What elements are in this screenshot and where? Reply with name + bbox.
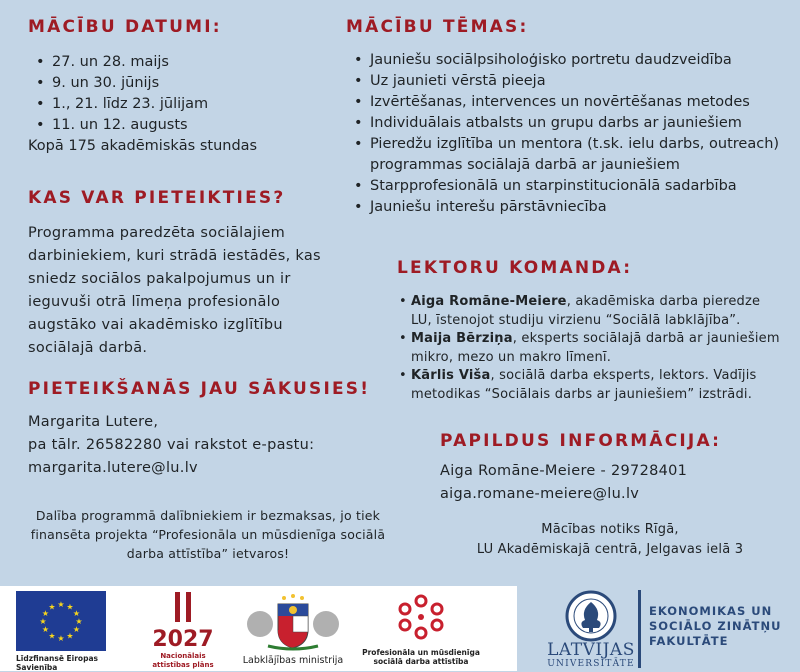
location-line2: LU Akadēmiskajā centrā, Jelgavas ielā 3 (476, 542, 744, 557)
lecturers-list (397, 293, 785, 404)
svg-text:★: ★ (72, 625, 81, 634)
info-phone: Aiga Romāne-Meiere - 29728401 (440, 463, 688, 479)
info-heading: PAPILDUS INFORMĀCIJA: (440, 431, 722, 451)
lu-emblem-icon (559, 590, 623, 642)
svg-text:★: ★ (57, 600, 65, 609)
who-heading: KAS VAR PIETEIKTIES? (28, 188, 286, 208)
project-logo (362, 592, 480, 666)
topic-item: • Jauniešu sociālpsiholoģisko portretu daudzveidība (346, 50, 786, 71)
contact-email[interactable]: margarita.lutere@lu.lv (28, 460, 198, 476)
free-note: Dalība programmā dalībniekiem ir bezmaksas, jo tiek finansēta projekta “Profesionāla un mūsdienīga sociālā darba attīstība” ietvaros! (30, 508, 386, 561)
svg-text:★: ★ (41, 625, 50, 634)
lm-caption: Labklājības ministrija (242, 655, 344, 666)
date-item: • 9. un 30. jūnijs (28, 73, 328, 94)
who-text: Programma paredzēta sociālajiem darbiniekiem, kuri strādā iestādēs, kas sniedz sociālos pakalpojumus un ir ieguvuši otrā līmeņa profesionālo augstāko vai akadēmisko izglītību sociālajā darbā. (28, 225, 321, 356)
dates-list (28, 52, 328, 136)
lecturer-desc: , eksperts sociālajā darbā ar jauniešiem mikro, mezo un makro līmenī. (411, 331, 780, 365)
topic-item: • Starpprofesionālā un starpinstitucionālā sadarbība (346, 176, 786, 197)
nap-year: 2027 (152, 627, 214, 652)
svg-text:★: ★ (66, 602, 74, 612)
contact-name: Margarita Lutere, (28, 414, 159, 430)
partner-logos (0, 586, 517, 671)
location-line1: Mācības notiks Rīgā, (541, 522, 679, 537)
lu-name: LATVIJAS (547, 640, 635, 660)
coat-of-arms-icon (238, 590, 348, 652)
topic-item: • Pieredžu izglītība un mentora (t.sk. ielu darbs, outreach) programmas sociālajā darbā ar jauniešiem (346, 134, 786, 176)
svg-text:★: ★ (57, 634, 65, 643)
lu-sub: UNIVERSITĀTE (547, 659, 635, 669)
apply-heading: PIETEIKŠANĀS JAU SĀKUSIES! (28, 379, 371, 399)
project-circles-icon (362, 592, 480, 640)
date-item: • 11. un 12. augusts (28, 115, 328, 136)
lecturer-desc: , sociālā darba eksperts, lektors. Vadījis metodikas “Sociālais darbs ar jauniešiem” izstrādi. (411, 368, 757, 402)
lu-divider (638, 590, 641, 668)
nap-logo (143, 590, 223, 670)
topic-item: • Izvērtēšanas, intervences un novērtēšanas metodes (346, 92, 786, 113)
apply-contact (28, 411, 358, 480)
info-contact (440, 460, 780, 506)
topics-list (346, 50, 786, 218)
topic-item: • Jauniešu interešu pārstāvniecība (346, 197, 786, 218)
nap-bars-icon (143, 590, 223, 624)
nap-caption: Nacionālais attīstības plāns (152, 652, 214, 669)
dates-heading: MĀCĪBU DATUMI: (28, 17, 222, 37)
project-caption: Profesionāla un mūsdienīga sociālā darba attīstība (362, 648, 480, 666)
svg-text:★: ★ (66, 631, 74, 641)
lecturer-desc: , akadēmiska darba pieredze LU, īstenojot studiju virzienu “Sociālā labklājība”. (411, 294, 761, 328)
lecturer-name: Aiga Romāne-Meiere (411, 294, 567, 309)
svg-text:★: ★ (39, 617, 47, 626)
topics-heading: MĀCĪBU TĒMAS: (346, 17, 529, 37)
lecturer-item (397, 293, 785, 330)
lecturer-name: Maija Bērziņa (411, 331, 513, 346)
date-item: • 1., 21. līdz 23. jūlijam (28, 94, 328, 115)
info-email[interactable]: aiga.romane-meiere@lu.lv (440, 486, 640, 502)
topic-item: • Individuālais atbalsts un grupu darbs ar jauniešiem (346, 113, 786, 134)
lecturer-item (397, 330, 785, 367)
lm-logo (238, 590, 348, 665)
lu-logo (537, 586, 800, 671)
lecturer-item (397, 367, 785, 404)
svg-text:★: ★ (72, 609, 81, 618)
topic-item: • Uz jaunieti vērstā pieeja (346, 71, 786, 92)
logo-bar (0, 586, 800, 671)
svg-text:★: ★ (41, 609, 50, 618)
contact-phone: pa tālr. 26582280 vai rakstot e-pastu: (28, 437, 315, 453)
total-hours: Kopā 175 akadēmiskās stundas (28, 138, 258, 154)
eu-caption: Līdzfinansē Eiropas Savienība (16, 654, 98, 672)
eu-flag-icon (16, 591, 106, 651)
lecturers-heading: LEKTORU KOMANDA: (397, 258, 633, 278)
eu-logo (16, 591, 106, 672)
svg-text:★: ★ (48, 602, 56, 612)
location (440, 520, 780, 560)
svg-text:★: ★ (75, 617, 83, 626)
lecturer-name: Kārlis Viša (411, 368, 491, 383)
faculty-name: EKONOMIKAS UN SOCIĀLO ZINĀTŅU FAKULTĀTE (649, 604, 782, 648)
date-item: • 27. un 28. maijs (28, 52, 328, 73)
svg-text:★: ★ (48, 631, 56, 641)
